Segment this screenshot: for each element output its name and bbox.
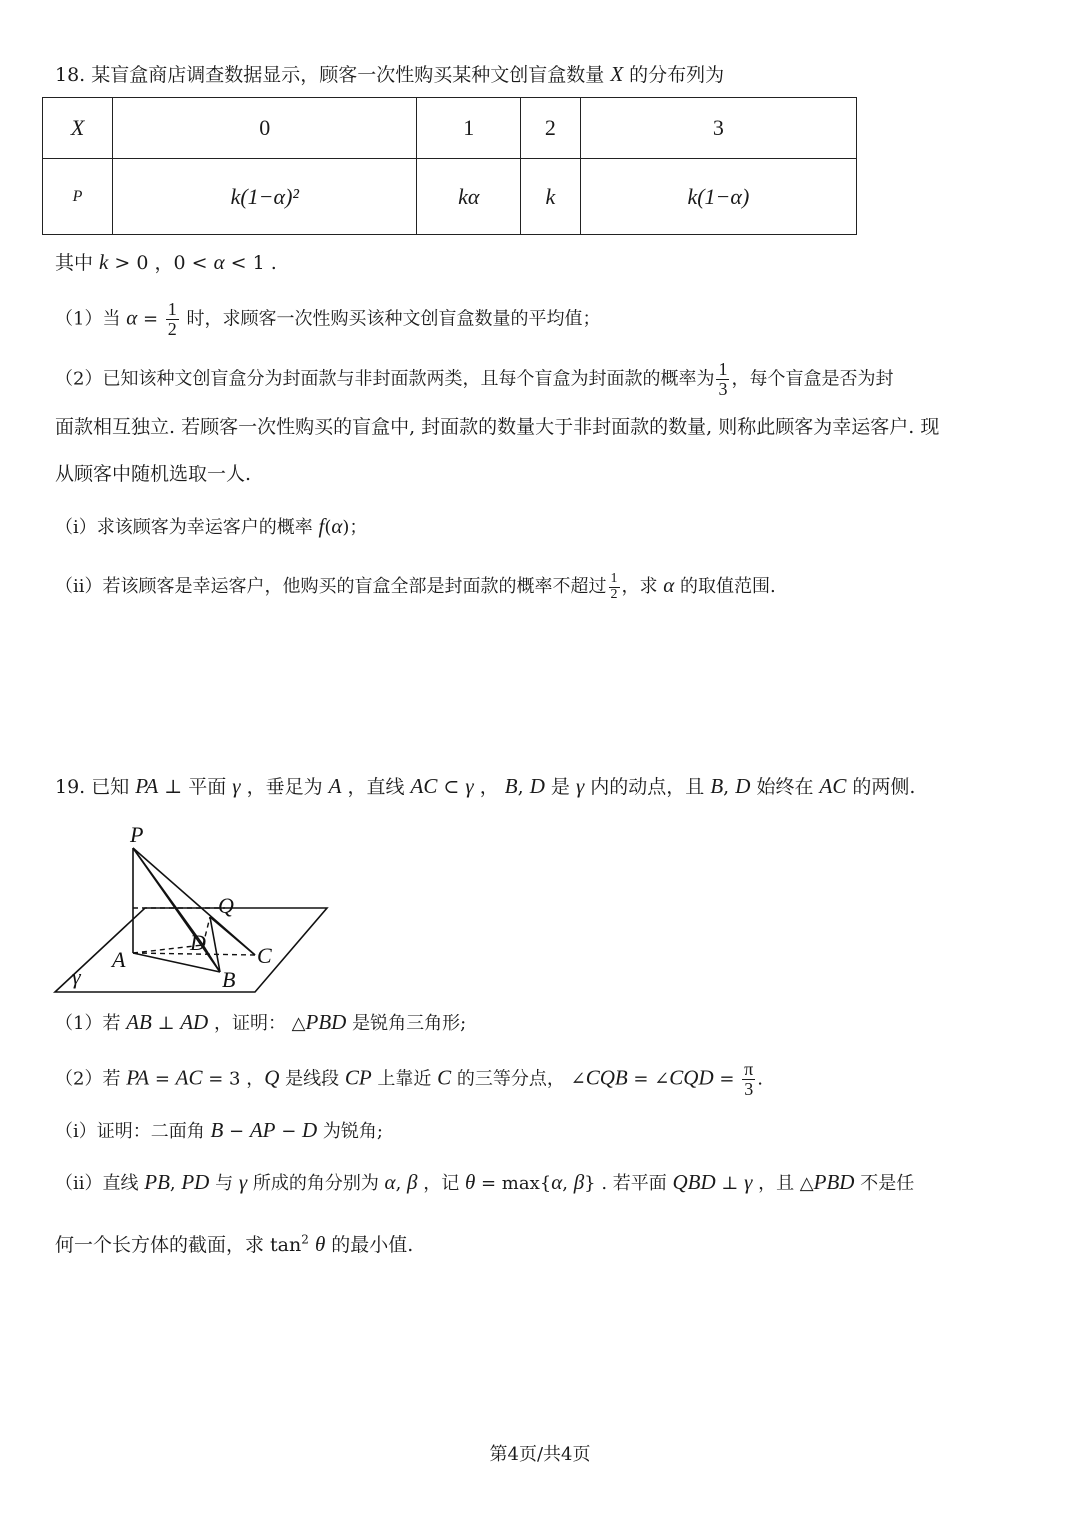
table-cell: k — [521, 159, 581, 235]
label-a: A — [112, 947, 126, 972]
q18-part1: （1）当 α = $\frac{1}{2}$ 时，求顾客一次性购买该种文创盲盒数量的平均值； — [55, 299, 601, 339]
q18-part2-i: （i）求该顾客为幸运客户的概率 f(α)； — [55, 514, 368, 538]
label-q: Q — [218, 893, 234, 918]
table-cell: 2 — [521, 98, 581, 159]
label-d: D — [190, 930, 206, 955]
q18-part2-line2: 面款相互独立. 若顾客一次性购买的盲盒中, 封面款的数量大于非封面款的数量, 则称此顾客为幸运客户. 现 — [55, 416, 940, 438]
label-b: B — [222, 967, 236, 992]
table-cell: k(1−α) — [580, 159, 856, 235]
q19-part1: （1）若 AB ⊥ AD ，证明： △PBD 是锐角三角形; — [55, 1010, 467, 1034]
q19-intro: 19. 已知 PA ⊥ 平面 γ ，垂足为 A ，直线 AC ⊂ γ ， B, D 是 γ 内的动点，且 B, D 始终在 AC 的两侧. — [55, 774, 916, 798]
table-cell: k(1−α)² — [113, 159, 417, 235]
q18-part2-line3: 从顾客中随机选取一人. — [55, 463, 252, 485]
table-cell: 0 — [113, 98, 417, 159]
q19-part2-ii-line2: 何一个长方体的截面，求 $\tan^2 \theta$ 的最小值. — [55, 1232, 414, 1256]
q18-part2-ii: （ii）若该顾客是幸运客户，他购买的盲盒全部是封面款的概率不超过 $\frac{1}{2}$ ，求 α 的取值范围. — [55, 571, 776, 602]
distribution-table — [42, 97, 857, 235]
q18-intro: 18. 某盲盒商店调查数据显示，顾客一次性购买某种文创盲盒数量 X 的分布列为 — [55, 62, 725, 86]
table-cell: 1 — [417, 98, 521, 159]
label-gamma: γ — [72, 964, 81, 989]
q19-part2: （2）若 PA = AC = 3 ，Q 是线段 CP 上靠近 C 的三等分点， ∠CQB = ∠CQD = $\frac{\pi}{3}$ . — [55, 1059, 763, 1099]
table-row — [43, 159, 857, 235]
q19-part2-ii-line1: （ii）直线 PB, PD 与 γ 所成的角分别为 α, β ，记 θ = max{α, β} . 若平面 QBD ⊥ γ ，且 △PBD 不是任 — [55, 1170, 915, 1194]
table-cell: P — [43, 159, 113, 235]
q18-part2-line1: （2）已知该种文创盲盒分为封面款与非封面款两类，且每个盲盒为封面款的概率为 $\frac{1}{3}$ ，每个盲盒是否为封 — [55, 359, 894, 399]
table-cell: kα — [417, 159, 521, 235]
table-cell: X — [43, 98, 113, 159]
label-p: P — [130, 822, 144, 847]
table-cell: 3 — [580, 98, 856, 159]
q19-part2-i: （i）证明：二面角 B − AP − D 为锐角; — [55, 1118, 383, 1142]
geometry-figure — [50, 820, 340, 1000]
q18-condition: 其中 k > 0 ，0 < α < 1 . — [55, 250, 277, 274]
label-c: C — [257, 943, 272, 968]
table-row — [43, 98, 857, 159]
page-footer: 第4页/共4页 — [489, 1444, 591, 1465]
